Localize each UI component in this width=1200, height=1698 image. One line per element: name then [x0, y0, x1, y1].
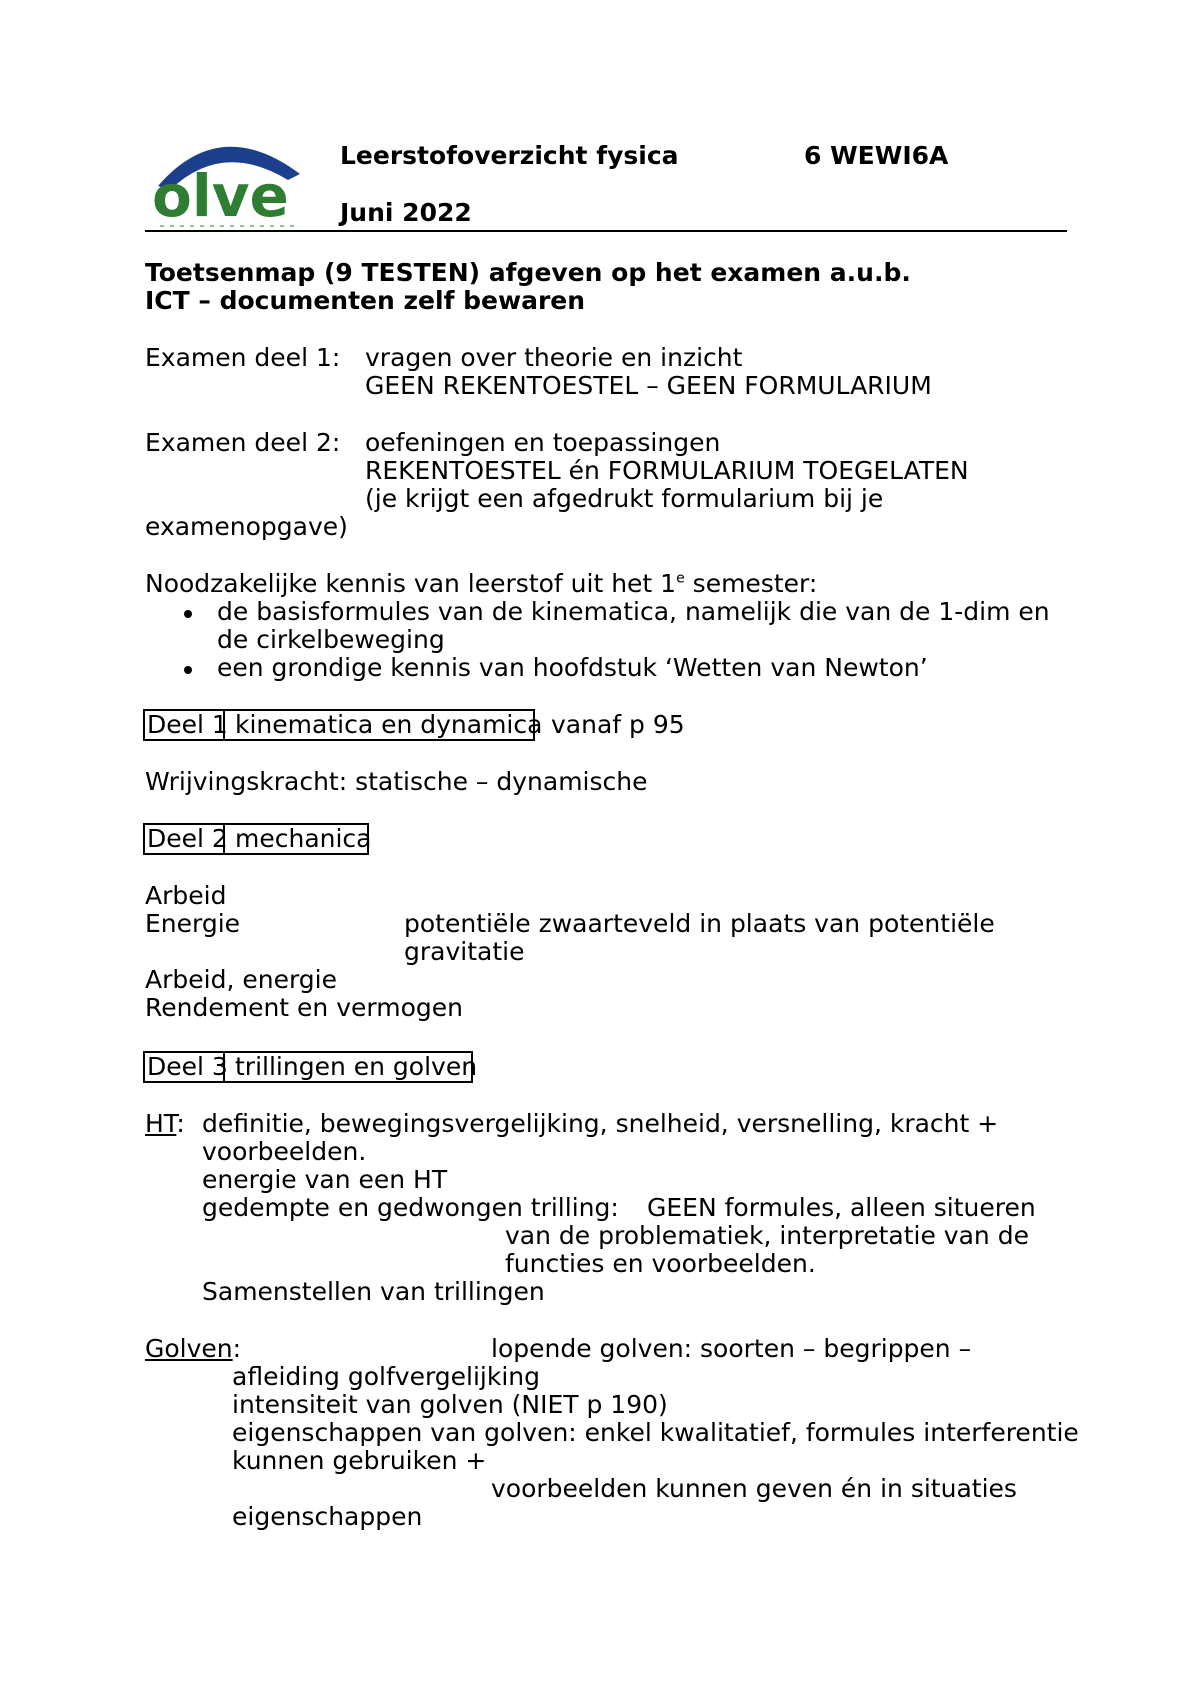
exam1-line-2: GEEN REKENTOESTEL – GEEN FORMULARIUM	[365, 371, 932, 400]
golven-line-1: lopende golven: soorten – begrippen –	[491, 1334, 972, 1363]
ht-line-4a: gedempte en gedwongen trilling:	[202, 1193, 619, 1222]
deel2-arbeid-energie: Arbeid, energie	[145, 965, 337, 994]
exam1-label: Examen deel 1:	[145, 343, 341, 372]
ht-line-2: voorbeelden.	[202, 1137, 367, 1166]
prereq-bullet-1-line-2: de cirkelbeweging	[217, 625, 445, 654]
deel2-arbeid: Arbeid	[145, 881, 227, 910]
header-rule	[145, 230, 1067, 232]
deel1-line-1: Wrijvingskracht: statische – dynamische	[145, 767, 648, 796]
golven-line-3: intensiteit van golven (NIET p 190)	[232, 1390, 668, 1419]
deel1-title: kinematica en dynamica	[235, 710, 543, 739]
school-logo	[150, 134, 310, 230]
notice-line-1: Toetsenmap (9 TESTEN) afgeven op het examen a.u.b.	[145, 258, 911, 287]
deel2-energie: Energie	[145, 909, 241, 938]
golven-line-6: voorbeelden kunnen geven én in situaties	[491, 1474, 1017, 1503]
golven-line-2: afleiding golfvergelijking	[232, 1362, 541, 1391]
class-code: 6 WEWI6A	[804, 141, 949, 170]
ht-line-7: Samenstellen van trillingen	[202, 1277, 545, 1306]
exam2-line-4: examenopgave)	[145, 512, 348, 541]
exam2-line-1: oefeningen en toepassingen	[365, 428, 721, 457]
golven-line-4: eigenschappen van golven: enkel kwalitatief, formules interferentie	[232, 1418, 1079, 1447]
ht-line-6: functies en voorbeelden.	[505, 1249, 816, 1278]
doc-date: Juni 2022	[340, 198, 472, 227]
deel1-number: Deel 1	[147, 710, 228, 739]
deel2-title: mechanica	[235, 824, 372, 853]
golven-line-5: kunnen gebruiken +	[232, 1446, 487, 1475]
prereq-intro: Noodzakelijke kennis van leerstof uit het 1e semester:	[145, 569, 818, 598]
logo-text: olve	[152, 162, 289, 230]
deel2-energie-note-1: potentiële zwaarteveld in plaats van potentiële	[404, 909, 995, 938]
deel3-number: Deel 3	[147, 1052, 228, 1081]
prereq-bullet-2: een grondige kennis van hoofdstuk ‘Wetten van Newton’	[217, 653, 928, 682]
exam1-line-1: vragen over theorie en inzicht	[365, 343, 743, 372]
deel2-number: Deel 2	[147, 824, 228, 853]
golven-label: Golven:	[145, 1334, 242, 1363]
deel2-rendement: Rendement en vermogen	[145, 993, 463, 1022]
ht-line-5: van de problematiek, interpretatie van de	[505, 1221, 1029, 1250]
golven-line-7: eigenschappen	[232, 1502, 423, 1531]
exam2-line-3: (je krijgt een afgedrukt formularium bij je	[365, 484, 884, 513]
deel3-title: trillingen en golven	[235, 1052, 478, 1081]
deel2-energie-note-2: gravitatie	[404, 937, 525, 966]
prereq-bullet-1-line-1: de basisformules van de kinematica, namelijk die van de 1-dim en	[217, 597, 1050, 626]
doc-title: Leerstofoverzicht fysica	[340, 141, 679, 170]
bullet-dot	[184, 666, 192, 674]
notice-line-2: ICT – documenten zelf bewaren	[145, 286, 586, 315]
deel1-suffix: vanaf p 95	[551, 710, 685, 739]
exam2-line-2: REKENTOESTEL én FORMULARIUM TOEGELATEN	[365, 456, 969, 485]
ht-line-3: energie van een HT	[202, 1165, 448, 1194]
ht-line-1: definitie, bewegingsvergelijking, snelheid, versnelling, kracht +	[202, 1109, 999, 1138]
exam2-label: Examen deel 2:	[145, 428, 341, 457]
bullet-dot	[184, 610, 192, 618]
ht-line-4b: GEEN formules, alleen situeren	[647, 1193, 1036, 1222]
ht-label: HT:	[145, 1109, 185, 1138]
